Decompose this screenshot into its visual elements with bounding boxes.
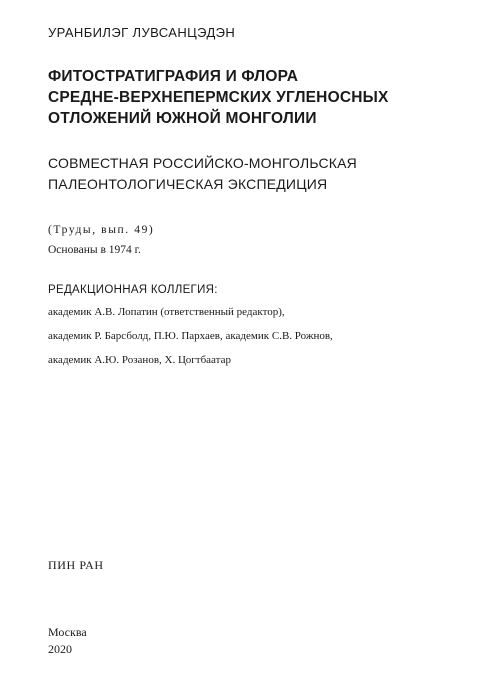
publication-year: 2020 (48, 642, 72, 656)
series-founded: Основаны в 1974 г. (48, 244, 141, 256)
editorial-board-line-3: академик А.Ю. Розанов, Х. Цогтбаатар (48, 354, 231, 366)
book-title-line-3: ОТЛОЖЕНИЙ ЮЖНОЙ МОНГОЛИИ (48, 110, 317, 127)
book-title-line-2: СРЕДНЕ-ВЕРХНЕПЕРМСКИХ УГЛЕНОСНЫХ (48, 89, 389, 106)
author-name: УРАНБИЛЭГ ЛУВСАНЦЭДЭН (48, 25, 236, 40)
editorial-board-line-2: академик Р. Барсболд, П.Ю. Пархаев, академик С.В. Рожнов, (48, 330, 333, 342)
book-title-line-1: ФИТОСТРАТИГРАФИЯ И ФЛОРА (48, 68, 299, 85)
publication-city: Москва (48, 625, 87, 639)
book-title (48, 66, 468, 129)
editorial-board-line-1: академик А.В. Лопатин (ответственный редактор), (48, 306, 285, 318)
series-info (48, 220, 154, 260)
editorial-board-members (48, 300, 333, 372)
publisher: ПИН РАН (48, 558, 104, 572)
expedition-line-2: ПАЛЕОНТОЛОГИЧЕСКАЯ ЭКСПЕДИЦИЯ (48, 176, 328, 192)
publication-place (48, 624, 87, 658)
expedition-line-1: СОВМЕСТНАЯ РОССИЙСКО-МОНГОЛЬСКАЯ (48, 155, 357, 171)
editorial-board-heading: РЕДАКЦИОННАЯ КОЛЛЕГИЯ: (48, 284, 218, 296)
expedition-name (48, 153, 357, 195)
series-volume: (Труды, вып. 49) (48, 224, 155, 236)
